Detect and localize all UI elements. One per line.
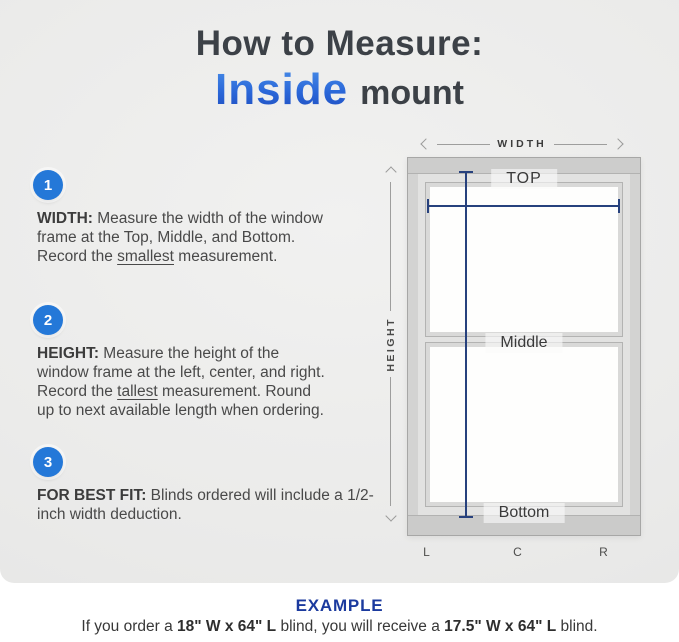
example-heading: EXAMPLE [295,596,384,615]
step-1-lead: WIDTH: [37,210,93,227]
chevron-down-icon [385,510,396,521]
label-bottom: Bottom [484,503,565,523]
chevron-up-icon [385,166,396,177]
step-2-lead: HEIGHT: [37,345,99,362]
width-label: WIDTH [497,138,547,150]
step-2-text: HEIGHT: Measure the height of the window frame at the left, center, and right. Record the tallest measurement. Round up to next available length when ordering. [37,345,325,419]
width-measure-arrow [422,138,622,150]
step-1-underlined-word: smallest [117,248,174,265]
step-2-underlined-word: tallest [117,383,158,400]
example-text: If you order a 18" W x 64" L blind, you will receive a 17.5" W x 64" L blind. [81,618,598,635]
width-arrow-line [437,144,490,145]
height-label: HEIGHT [384,316,397,372]
height-arrow-line [390,182,391,311]
step-1-number-badge: 1 [33,170,63,200]
horizontal-measure-line [427,205,620,207]
step-1-text: WIDTH: Measure the width of the window frame at the Top, Middle, and Bottom. Record the smallest measurement. [37,210,323,265]
subtitle-suffix: mount [360,74,464,112]
height-measure-arrow [384,168,397,520]
lower-sash-pane [426,343,622,506]
width-arrow-line [554,144,607,145]
example-section [0,583,679,642]
marker-right: R [599,545,609,559]
vertical-measure-line [465,171,467,518]
step-3-number-badge: 3 [33,447,63,477]
example-receive-size: 17.5" W x 64" L [444,618,557,635]
example-order-size: 18" W x 64" L [177,618,277,635]
chevron-left-icon [420,138,431,149]
window-diagram [378,133,670,578]
page-title: How to Measure: [195,24,484,63]
step-3 [33,447,382,524]
step-3-text: FOR BEST FIT: Blinds ordered will include a 1/2-inch width deduction. [37,487,374,523]
step-3-lead: FOR BEST FIT: [37,487,147,504]
step-2-number-badge: 2 [33,305,63,335]
marker-center: C [513,545,523,559]
chevron-right-icon [612,138,623,149]
height-arrow-line [390,377,391,506]
step-1 [33,170,329,266]
marker-left: L [423,545,431,559]
label-middle: Middle [485,333,562,353]
subtitle-highlight: Inside [214,65,349,114]
page-subtitle [0,65,679,115]
label-top: TOP [491,169,557,189]
step-2 [33,305,329,420]
title-block [0,24,679,115]
